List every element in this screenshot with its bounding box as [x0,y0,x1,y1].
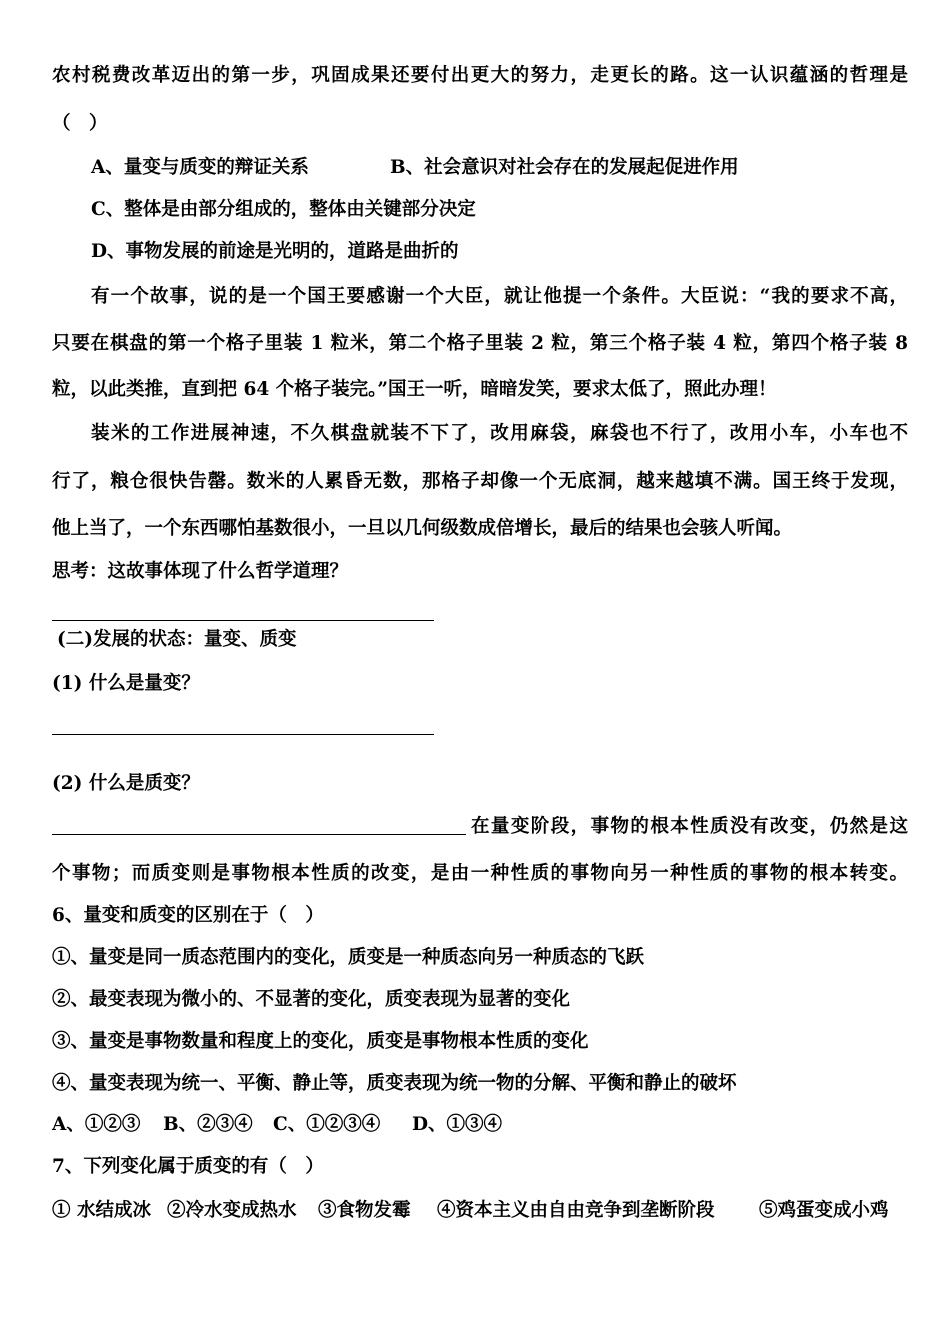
story-paragraph-1-line-2: 只要在棋盘的第一个格子里装 1 粒米，第二个格子里装 2 粒，第三个格子装 4 粒，第四个格子装 8 [52,333,908,354]
q6-option-d: D、①③④ [412,1114,503,1135]
q7-item-2: ②冷水变成热水 [167,1200,297,1221]
prev-option-c: C、整体是由部分组成的，整体由关键部分决定 [91,199,476,220]
q6-item-3: ③、量变是事物数量和程度上的变化，质变是事物根本性质的变化 [52,1031,589,1052]
answer-line-think [52,620,434,621]
definition-line-2: 个事物；而质变则是事物根本性质的改变，是由一种性质的事物向另一种性质的事物的根本转变。 [52,863,908,884]
definition-line-1: 在量变阶段，事物的根本性质没有改变，仍然是这 [471,816,908,837]
q6-item-4: ④、量变表现为统一、平衡、静止等，质变表现为统一物的分解、平衡和静止的破坏 [52,1073,737,1094]
story-paragraph-1-line-1: 有一个故事，说的是一个国王要感谢一个大臣，就让他提一个条件。大臣说：“我的要求不高， [91,286,908,307]
q7-stem: 7、下列变化属于质变的有（ ） [52,1156,324,1177]
q7-item-3: ③食物发霉 [318,1200,411,1221]
prev-question-blank: （ ） [52,113,108,134]
q6-option-a: A、①②③ [52,1114,141,1135]
think-question: 思考：这故事体现了什么哲学道理？ [52,561,349,582]
answer-line-q2 [52,834,466,835]
story-paragraph-1-line-3: 粒，以此类推，直到把 64 个格子装完。”国王一听，暗暗发笑，要求太低了，照此办理！ [52,379,777,400]
q7-item-4: ④资本主义由自由竞争到垄断阶段 [437,1200,715,1221]
q6-stem: 6、量变和质变的区别在于（ ） [52,905,324,926]
q7-item-1: ① 水结成冰 [52,1200,151,1221]
story-paragraph-2-line-2: 行了，粮仓很快告罄。数米的人累昏无数，那格子却像一个无底洞，越来越填不满。国王终于发现， [52,471,908,492]
q7-item-5: ⑤鸡蛋变成小鸡 [759,1200,889,1221]
prev-option-b: B、社会意识对社会存在的发展起促进作用 [390,157,739,178]
q6-option-b: B、②③④ [163,1114,253,1135]
q6-item-1: ①、量变是同一质态范围内的变化，质变是一种质态向另一种质态的飞跃 [52,947,645,968]
q6-option-c: C、①②③④ [273,1114,381,1135]
prev-question-stem: 农村税费改革迈出的第一步，巩固成果还要付出更大的努力，走更长的路。这一认识蕴涵的哲理是 [52,65,908,86]
q6-item-2: ②、最变表现为微小的、不显著的变化，质变表现为显著的变化 [52,989,571,1010]
section-heading: (二)发展的状态：量变、质变 [57,629,297,650]
prev-option-a: A、量变与质变的辩证关系 [91,157,309,178]
story-paragraph-2-line-3: 他上当了，一个东西哪怕基数很小，一旦以几何级数成倍增长，最后的结果也会骇人听闻。 [52,518,793,539]
story-paragraph-2-line-1: 装米的工作进展神速，不久棋盘就装不下了，改用麻袋，麻袋也不行了，改用小车，小车也不 [91,423,908,444]
answer-line-q1 [52,734,434,735]
prev-option-d: D、事物发展的前途是光明的，道路是曲折的 [91,241,459,262]
question-what-is-qualitative-change: (2) 什么是质变？ [52,773,200,794]
question-what-is-quantitative-change: (1) 什么是量变？ [52,673,200,694]
